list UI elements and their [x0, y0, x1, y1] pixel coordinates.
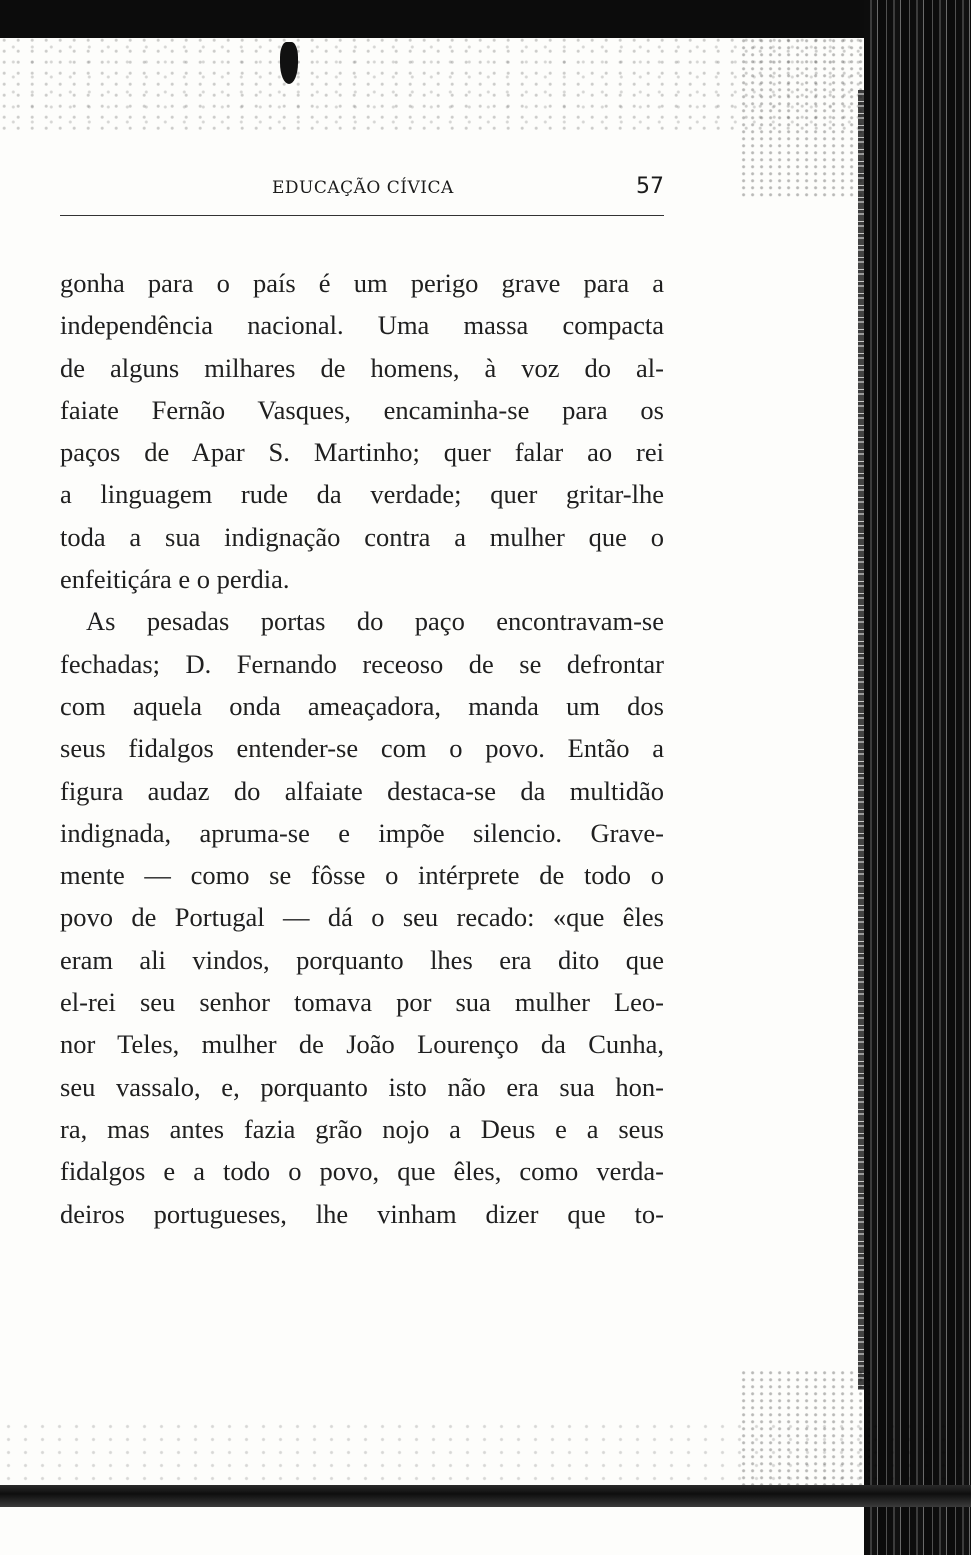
paragraph-end-line: enfeitiçára e o perdia.	[60, 564, 290, 595]
header-rule	[60, 215, 664, 216]
text-line: povo de Portugal — dá o seu recado: «que êles	[60, 902, 664, 933]
text-line: de alguns milhares de homens, à voz do al-	[60, 352, 664, 383]
text-line: ra, mas antes fazia grão nojo a Deus e a seus	[60, 1113, 664, 1144]
text-line: deiros portugueses, lhe vinham dizer que to-	[60, 1198, 664, 1229]
text-line: mente — como se fôsse o intérprete de todo o	[60, 860, 664, 891]
text-line: indignada, apruma-se e impõe silencio. Grave-	[60, 817, 664, 848]
text-line: faiate Fernão Vasques, encaminha-se para os	[60, 394, 664, 425]
text-line: gonha para o país é um perigo grave para a	[60, 268, 664, 298]
scan-noise-bottom	[0, 1420, 971, 1485]
text-line: fidalgos e a todo o povo, que êles, como verda-	[60, 1156, 664, 1187]
text-line: independência nacional. Uma massa compacta	[60, 310, 664, 341]
text-line: a linguagem rude da verdade; quer gritar-lhe	[60, 479, 664, 510]
running-title: EDUCAÇÃO CÍVICA	[272, 178, 454, 198]
ink-blot	[280, 42, 298, 84]
page-number: 57	[636, 174, 664, 199]
text-line: figura audaz do alfaiate destaca-se da multidão	[60, 775, 664, 806]
running-head	[60, 172, 664, 206]
text-line: eram ali vindos, porquanto lhes era dito que	[60, 944, 664, 975]
scan-noise-top-right	[740, 38, 870, 198]
scan-border-bottom	[0, 1485, 971, 1507]
text-line: com aquela onda ameaçadora, manda um dos	[60, 690, 664, 721]
text-line: seu vassalo, e, porquanto isto não era sua hon-	[60, 1071, 664, 1102]
body-text	[60, 262, 664, 1235]
text-line: nor Teles, mulher de João Lourenço da Cunha,	[60, 1029, 664, 1060]
text-line: el-rei seu senhor tomava por sua mulher Leo-	[60, 987, 664, 1018]
paragraph-start-line: As pesadas portas do paço encontravam-se	[86, 606, 664, 637]
book-spine-edge	[864, 0, 971, 1555]
text-line: toda a sua indignação contra a mulher que o	[60, 521, 664, 552]
text-line: seus fidalgos entender-se com o povo. Então a	[60, 733, 664, 764]
scan-border-top	[0, 0, 971, 38]
text-line: paços de Apar S. Martinho; quer falar ao rei	[60, 437, 664, 468]
text-line: fechadas; D. Fernando receoso de se defrontar	[60, 648, 664, 679]
